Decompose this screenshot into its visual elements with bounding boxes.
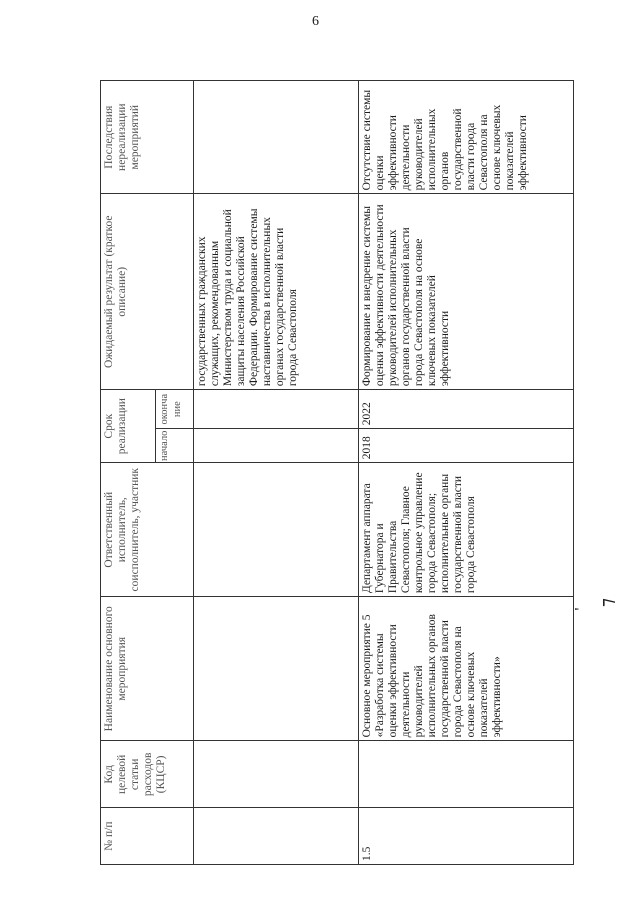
- header-code: Код целевой статьи расходов (КЦСР): [101, 741, 194, 808]
- cell-end: 2022: [359, 390, 574, 429]
- header-start: начало: [156, 429, 194, 463]
- header-executor: Ответственный исполнитель, соисполнитель, участник: [101, 463, 194, 597]
- cell-name: [194, 597, 359, 741]
- header-end: окончание: [156, 390, 194, 429]
- header-consequences: Последствия нереализации мероприятий: [101, 81, 194, 194]
- cell-consequences: Отсутствие системы оценки эффективности деятельности руководителей исполнительных органов государственной власти города Севастополя на основе ключевых показателей эффективности: [359, 81, 574, 194]
- table-header-row: [101, 81, 156, 865]
- cell-end: [194, 390, 359, 429]
- header-name: Наименование основного мероприятия: [101, 597, 194, 741]
- cell-num: [194, 808, 359, 865]
- cell-code: [194, 741, 359, 808]
- cell-start: [194, 429, 359, 463]
- cell-result: государственных гражданских служащих, рекомендованным Министерством труда и социальной защиты населения Российской Федерации. Формирование системы наставничества в исполнительных органах государственной власти города Севастополя: [194, 194, 359, 390]
- margin-mark: ': [572, 607, 590, 611]
- header-period: Срок реализации: [101, 390, 156, 463]
- cell-code: [359, 741, 574, 808]
- measures-table: [100, 80, 574, 865]
- table-row-continuation: [194, 81, 359, 865]
- cell-num: 1.5: [359, 808, 574, 865]
- cell-executor: Департамент аппарата Губернатора и Правительства Севастополя; Главное контрольное управление города Севастополя; исполнительные органы государственной власти города Севастополя: [359, 463, 574, 597]
- page-number: 6: [312, 14, 319, 29]
- cell-consequences: [194, 81, 359, 194]
- table-row-1-5: [359, 81, 574, 865]
- cell-start: 2018: [359, 429, 574, 463]
- header-num: № п/п: [101, 808, 194, 865]
- rotated-table-container: [100, 80, 574, 865]
- header-result: Ожидаемый результат (краткое описание): [101, 194, 194, 390]
- cell-name: Основное мероприятие 5 «Разработка системы оценки эффективности деятельности руководителей исполнительных органов государственной власти города Севастополя на основе ключевых показателей эффективности»: [359, 597, 574, 741]
- cell-executor: [194, 463, 359, 597]
- cell-result: Формирование и внедрение системы оценки эффективности деятельности руководителей исполнительных органов государственной власти города Севастополя на основе ключевых показателей эффективности: [359, 194, 574, 390]
- margin-mark: ⁊: [596, 598, 617, 607]
